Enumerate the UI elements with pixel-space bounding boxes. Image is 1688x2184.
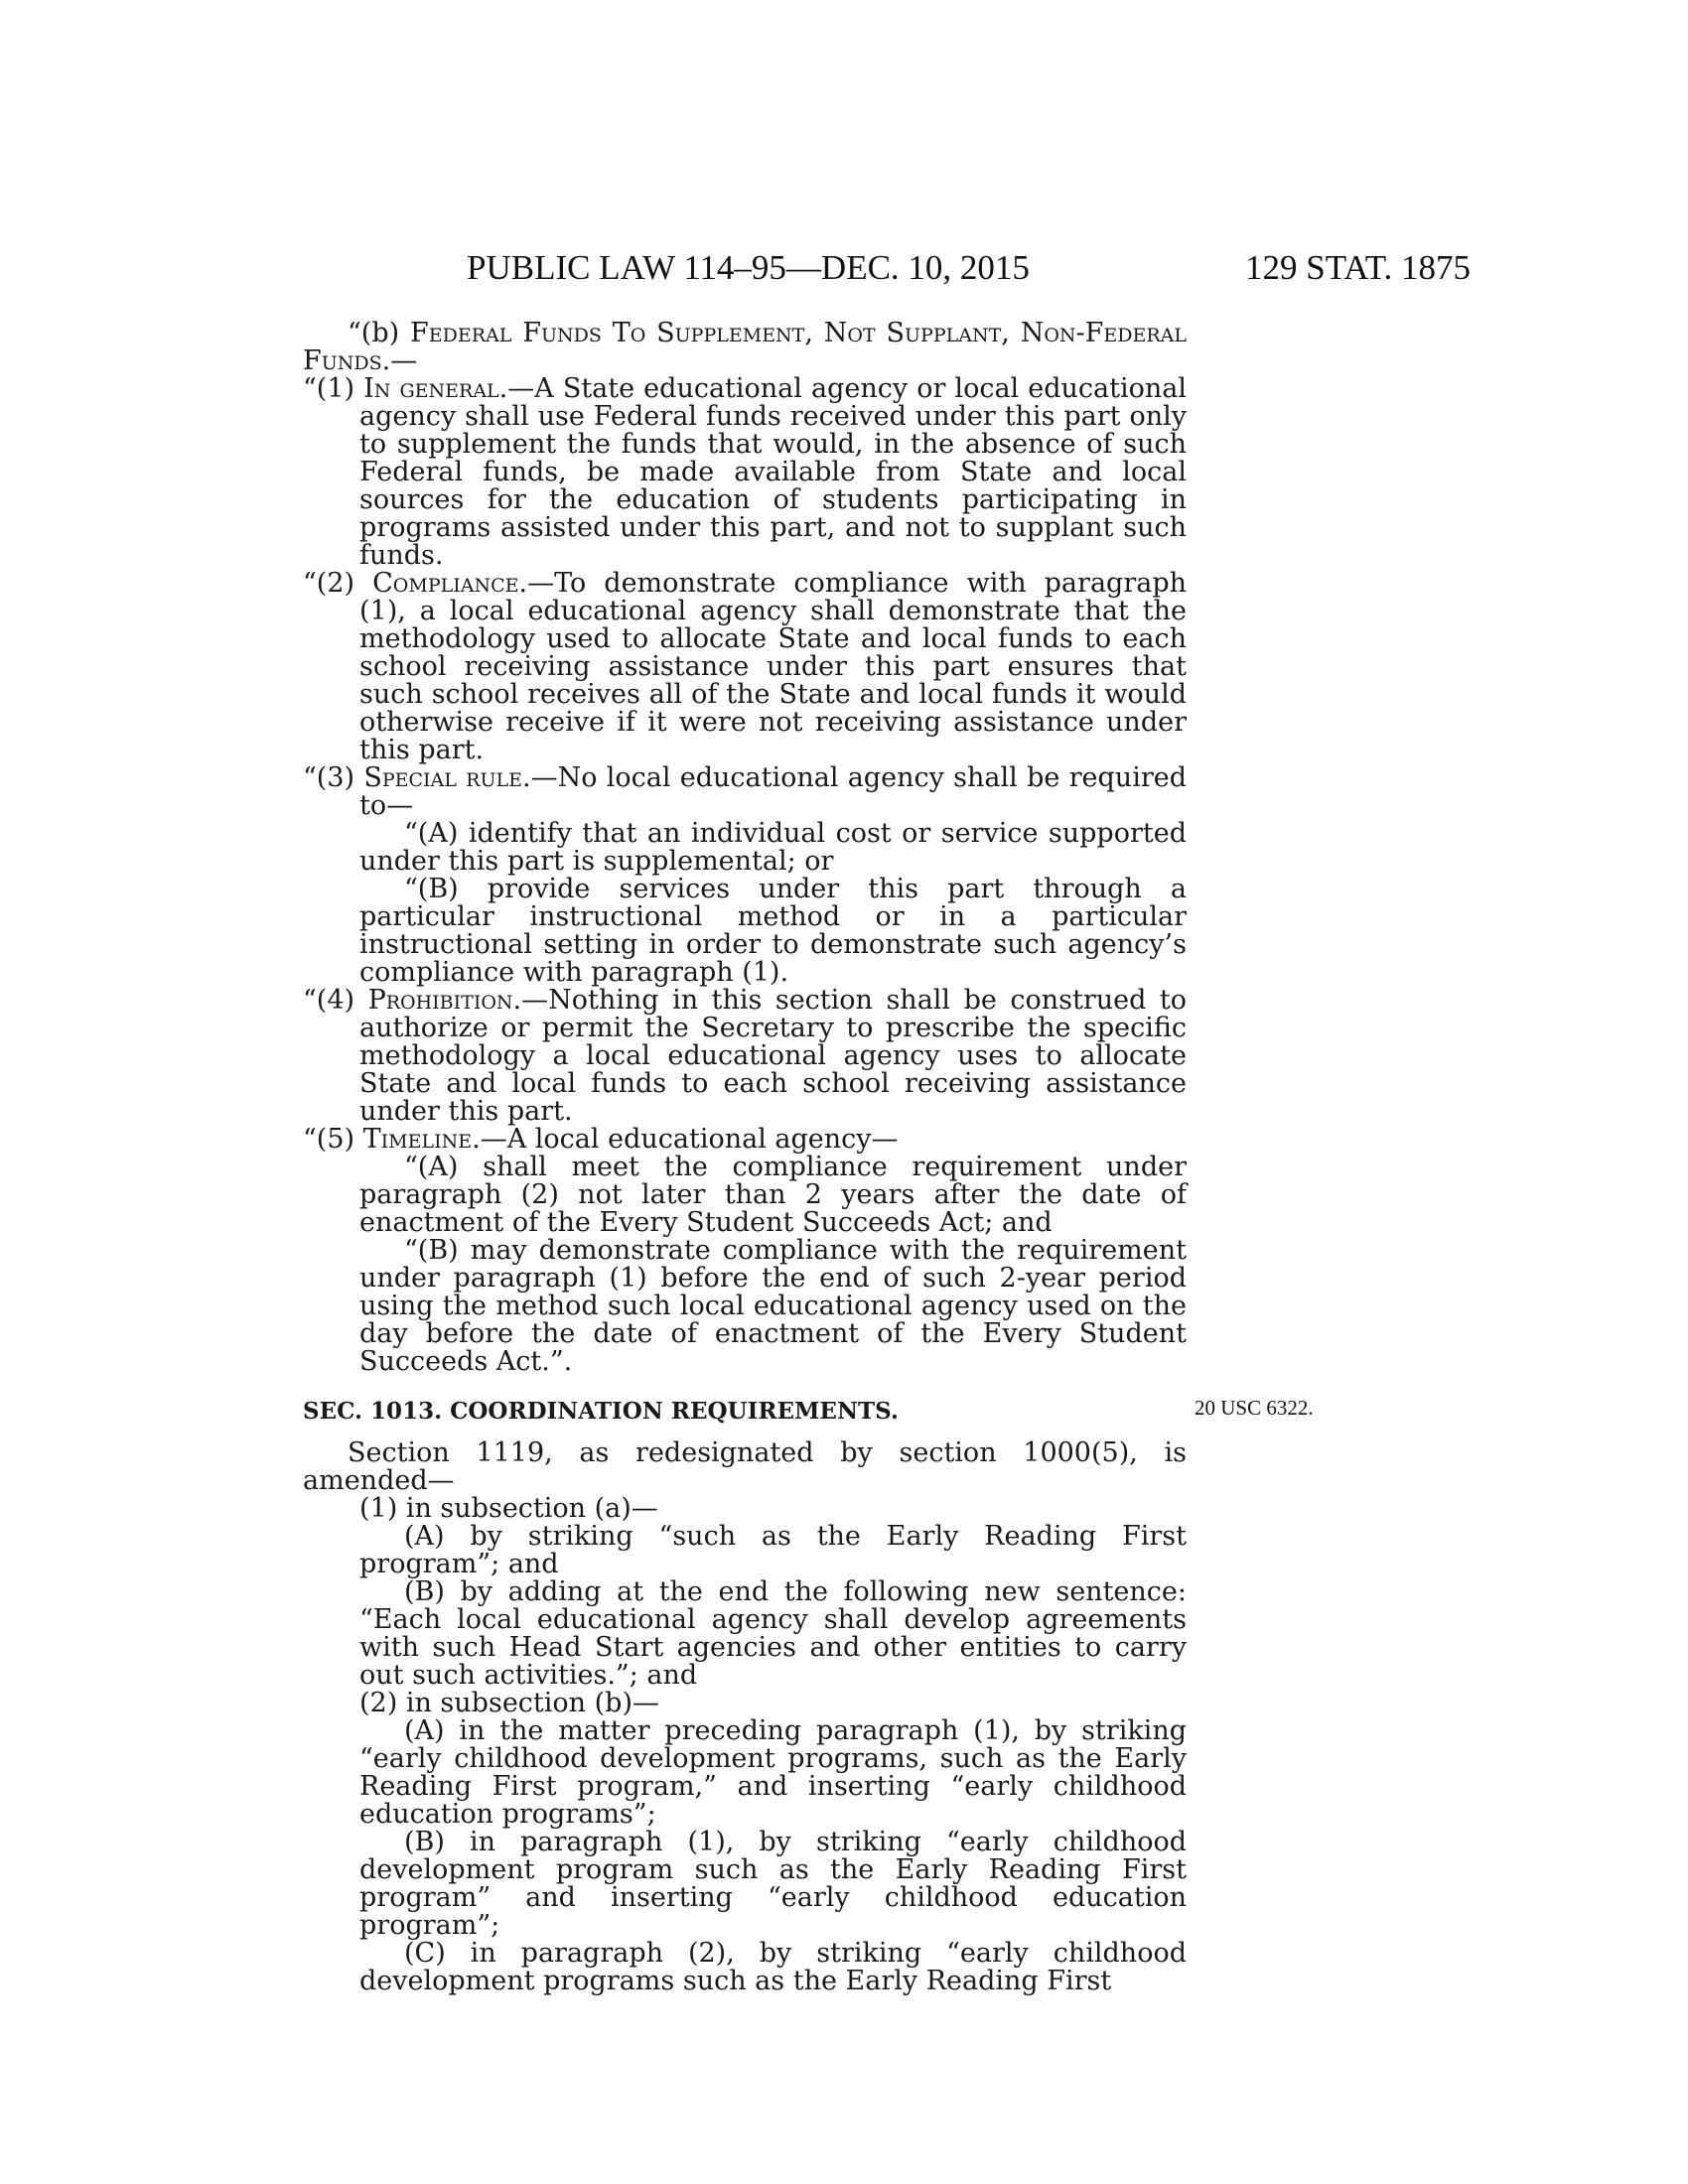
amendment-2: (2) in subsection (b)— bbox=[359, 1688, 659, 1718]
section-heading: SEC. 1013. COORDINATION REQUIREMENTS. bbox=[303, 1398, 899, 1425]
paragraph-5: “(5) Timeline.—A local educational agency— bbox=[303, 1124, 899, 1155]
margin-citation: 20 USC 6322. bbox=[1195, 1396, 1314, 1420]
amendment-1: (1) in subsection (a)— bbox=[359, 1493, 658, 1524]
running-header-title: PUBLIC LAW 114–95—DEC. 10, 2015 bbox=[467, 248, 1030, 287]
subsection-b-heading: “(b) Federal Funds To Supplement, Not Supplant, Non-Federal Funds.— bbox=[303, 318, 1187, 376]
paragraph-2: “(2) Compliance.—To demonstrate compliance with paragraph (1), a local educational agency shall demonstrate that the methodology used to allocate State and local funds to each school receiving assistance under this part ensures that such school receives all of the State and local funds it would otherwise receive if it were not receiving assistance under this part. bbox=[303, 568, 1187, 765]
paragraph-5-b: “(B) may demonstrate compliance with the requirement under paragraph (1) before the end of such 2-year period using the method such local educational agency used on the day before the date of enactment of the Every Student Succeeds Act.”. bbox=[359, 1235, 1187, 1377]
page-number: 129 STAT. 1875 bbox=[1245, 248, 1471, 287]
amendment-2-a: (A) in the matter preceding paragraph (1), by striking “early childhood development programs, such as the Early Reading First program,” and inserting “early childhood education programs”; bbox=[359, 1715, 1187, 1830]
paragraph-3-a: “(A) identify that an individual cost or service supported under this part is supplemental; or bbox=[359, 818, 1187, 877]
section-intro: Section 1119, as redesignated by section 1000(5), is amended— bbox=[303, 1437, 1187, 1496]
amendment-2-c: (C) in paragraph (2), by striking “early childhood development programs such as the Early Reading First bbox=[359, 1938, 1187, 1996]
amendment-1-b: (B) by adding at the end the following new sentence: “Each local educational agency shall develop agreements with such Head Start agencies and other entities to carry out such activities.”; and bbox=[359, 1576, 1187, 1691]
paragraph-3-b: “(B) provide services under this part through a particular instructional method or in a particular instructional setting in order to demonstrate such agency’s compliance with paragraph (1). bbox=[359, 874, 1187, 988]
amendment-1-a: (A) by striking “such as the Early Reading First program”; and bbox=[359, 1521, 1187, 1579]
paragraph-1: “(1) In general.—A State educational agency or local educational agency shall use Federal funds received under this part only to supplement the funds that would, in the absence of such Federal funds, be made available from State and local sources for the education of students participating in programs assisted under this part, and not to supplant such funds. bbox=[303, 373, 1187, 571]
paragraph-3: “(3) Special rule.—No local educational agency shall be required to— bbox=[303, 762, 1187, 821]
paragraph-5-a: “(A) shall meet the compliance requirement under paragraph (2) not later than 2 years after the date of enactment of the Every Student Succeeds Act; and bbox=[359, 1152, 1187, 1238]
amendment-2-b: (B) in paragraph (1), by striking “early childhood development program such as the Early Reading First program” and inserting “early childhood education program”; bbox=[359, 1827, 1187, 1941]
paragraph-4: “(4) Prohibition.—Nothing in this section shall be construed to authorize or permit the Secretary to prescribe the specific methodology a local educational agency uses to allocate State and local funds to each school receiving assistance under this part. bbox=[303, 985, 1187, 1127]
body-text bbox=[303, 320, 1187, 1995]
